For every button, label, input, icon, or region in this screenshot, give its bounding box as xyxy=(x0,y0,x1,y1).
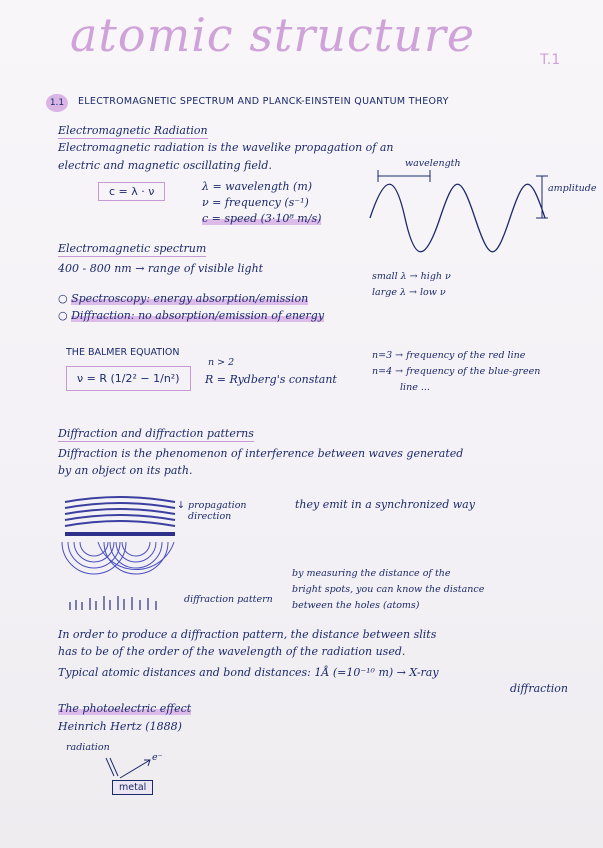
order-note-1: In order to produce a diffraction pattern, the distance between slits xyxy=(58,628,437,641)
diffraction-sketch xyxy=(60,492,180,612)
section-title: ELECTROMAGNETIC SPECTRUM AND PLANCK-EINSTEIN QUANTUM THEORY xyxy=(78,96,449,107)
large-wavelength-note: large λ → low ν xyxy=(372,287,446,298)
diffraction-note: ○ Diffraction: no absorption/emission of energy xyxy=(58,309,325,322)
em-radiation-heading: Electromagnetic Radiation xyxy=(58,124,208,137)
visible-range: 400 - 800 nm → range of visible light xyxy=(58,262,264,275)
diffraction-def-1: Diffraction is the phenomenon of interference between waves generated xyxy=(58,447,464,460)
def-speed: c = speed (3·10⁸ m/s) xyxy=(202,212,322,225)
diffraction-def-2: by an object on its path. xyxy=(58,464,193,477)
typical-distances-continued: diffraction xyxy=(510,682,568,695)
balmer-equation-box: ν = R (1/2² − 1/n²) xyxy=(66,366,191,391)
em-spectrum-heading: Electromagnetic spectrum xyxy=(58,242,207,255)
def-frequency: ν = frequency (s⁻¹) xyxy=(202,196,309,209)
spectroscopy-note: ○ Spectroscopy: energy absorption/emission xyxy=(58,292,309,305)
photoelectric-heading: The photoelectric effect xyxy=(58,702,192,715)
measuring-note-2: bright spots, you can know the distance xyxy=(292,584,485,595)
em-radiation-text-1: Electromagnetic radiation is the wavelike propagation of an xyxy=(58,141,394,154)
wave-diagram xyxy=(370,168,550,268)
measuring-note-1: by measuring the distance of the xyxy=(292,568,451,579)
propagation-label: propagation direction xyxy=(188,500,247,522)
section-number: 1.1 xyxy=(46,94,68,112)
em-radiation-text-2: electric and magnetic oscillating field. xyxy=(58,159,272,172)
page-title: atomic structure xyxy=(70,8,476,62)
def-wavelength: λ = wavelength (m) xyxy=(202,180,313,193)
hertz-note: Heinrich Hertz (1888) xyxy=(58,720,182,733)
wave-equation-box: c = λ · ν xyxy=(98,182,165,201)
order-note-2: has to be of the order of the wavelength of the radiation used. xyxy=(58,645,406,658)
amplitude-label: amplitude xyxy=(548,183,597,194)
n4-note-continued: line ... xyxy=(400,382,430,393)
wavelength-label: wavelength xyxy=(405,158,461,169)
radiation-label: radiation xyxy=(66,742,110,753)
metal-box: metal xyxy=(112,780,153,795)
n4-note: n=4 → frequency of the blue-green xyxy=(372,366,541,377)
measuring-note-3: between the holes (atoms) xyxy=(292,600,420,611)
electron-label: e⁻ xyxy=(152,752,163,763)
propagation-arrow: ↓ xyxy=(177,500,185,511)
typical-distances: Typical atomic distances and bond distances: 1Å (=10⁻¹⁰ m) → X-ray xyxy=(58,666,439,679)
diffraction-heading: Diffraction and diffraction patterns xyxy=(58,427,254,440)
balmer-condition: n > 2 xyxy=(208,357,235,368)
topic-tag: T.1 xyxy=(540,52,561,68)
small-wavelength-note: small λ → high ν xyxy=(372,271,451,282)
rydberg-definition: R = Rydberg's constant xyxy=(205,373,337,386)
sync-note: they emit in a synchronized way xyxy=(295,498,475,511)
n3-note: n=3 → frequency of the red line xyxy=(372,350,526,361)
pattern-label: diffraction pattern xyxy=(184,594,273,605)
balmer-heading: THE BALMER EQUATION xyxy=(66,347,180,358)
